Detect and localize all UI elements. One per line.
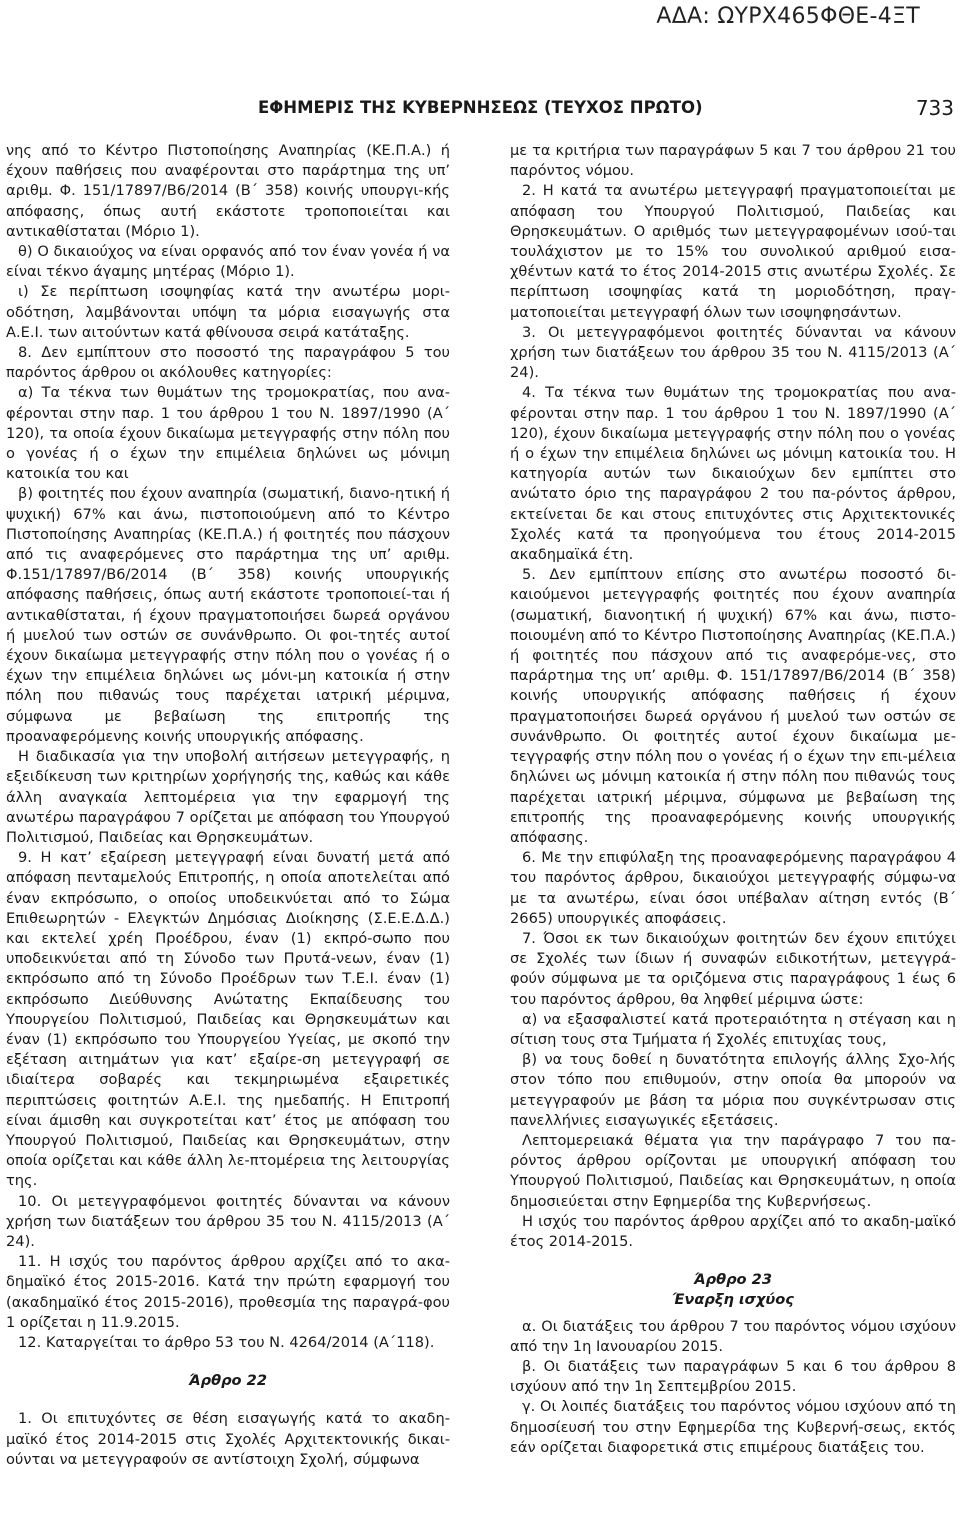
paragraph: Λεπτομερειακά θέματα για την παράγραφο 7 του πα-ρόντος άρθρου ορίζονται με υπουργική απόφαση του Υπουργού Πολιτισμού, Παιδείας και Θρησκευμάτων, η οποία δημοσιεύεται στην Εφημερίδα της Κυβερνήσεως. [510, 1131, 956, 1210]
gazette-title: ΕΦΗΜΕΡΙΣ ΤΗΣ ΚΥΒΕΡΝΗΣΕΩΣ (ΤΕΥΧΟΣ ΠΡΩΤΟ) [258, 98, 703, 117]
right-column [510, 141, 956, 1458]
paragraph: 5. Δεν εμπίπτουν επίσης στο ανωτέρω ποσοστό δι-καιούμενοι μετεγγραφής φοιτητές που έχουν αναπηρία (σωματική, διανοητική ή ψυχική) 67% και άνω, πιστο-ποιουμένη από το Κέντρο Πιστοποίησης Αναπηρίας (ΚΕ.Π.Α.) ή φοιτητές που πάσχουν από τις αναφερόμε-νες, στο παράρτημα της υπ’ αριθμ. Φ. 151/17897/Β6/2014 (Β΄ 358) κοινής υπουργικής απόφασης παθήσεις ή έχουν πραγματοποιήσει δωρεά οργάνου ή μυελού των οστών σε συνάνθρωπο. Οι φοιτητές αυτοί έχουν δικαίωμα με-τεγγραφής στην πόλη που ο γονέας ή ο έχων την επι-μέλεια δηλώνει ως μόνιμη κατοικία ή στην πόλη που πιθανώς τους παρέχεται ιατρική μέριμνα, σύμφωνα με βεβαίωση της επιτροπής της προαναφερόμενης κοινής υπουργικής απόφασης. [510, 566, 956, 846]
paragraph: 9. Η κατ’ εξαίρεση μετεγγραφή είναι δυνατή μετά από απόφαση πενταμελούς Επιτροπής, η οποία αποτελείται από έναν εκπρόσωπο, ο οποίος υποδεικνύεται από το Σώμα Επιθεωρητών - Ελεγκτών Δημόσιας Διοίκησης (Σ.Ε.Ε.Δ.Δ.) και εκτελεί χρέη Προέδρου, έναν (1) εκπρό-σωπο που υποδεικνύεται από τη Σύνοδο των Πρυτά-νεων, έναν (1) εκπρόσωπο από τη Σύνοδο Προέδρων των Τ.Ε.Ι. έναν (1) εκπρόσωπο Διεύθυνσης Ανώτατης Εκπαίδευσης του Υπουργείου Πολιτισμού, Παιδείας και Θρησκευμάτων και έναν (1) εκπρόσωπο του Υπουργείου Υγείας, με σκοπό την εξέταση αιτημάτων για κατ’ εξαίρε-ση μετεγγραφή σε ιδιαίτερα σοβαρές και τεκμηριωμένα εξαιρετικές περιπτώσεις φοιτητών Α.Ε.Ι. της ημεδαπής. Η Επιτροπή είναι άμισθη και συγκροτείται κατ’ έτος με απόφαση του Υπουργού Πολιτισμού, Παιδείας και Θρησκευμάτων, στην οποία ορίζεται και κάθε άλλη λε-πτομέρεια της λειτουργίας της. [6, 849, 450, 1190]
paragraph: θ) Ο δικαιούχος να είναι ορφανός από τον έναν γονέα ή να είναι τέκνο άγαμης μητέρας (Μόριο 1). [6, 243, 450, 281]
ada-stamp: ΑΔΑ: ΩΥΡΧ465ΦΘΕ-4ΞΤ [656, 4, 920, 29]
paragraph: α) να εξασφαλιστεί κατά προτεραιότητα η στέγαση και η σίτιση τους στα Τμήματα ή Σχολές επιτυχίας τους, [510, 1010, 956, 1048]
paragraph: Η διαδικασία για την υποβολή αιτήσεων μετεγγραφής, η εξειδίκευση των κριτηρίων χορήγησής της, καθώς και κάθε άλλη αναγκαία λεπτομέρεια για την εφαρμογή της ανωτέρω παραγράφου 7 ορίζεται με απόφαση του Υπουργού Πολιτισμού, Παιδείας και Θρησκευμάτων. [6, 748, 450, 846]
paragraph: ι) Σε περίπτωση ισοψηφίας κατά την ανωτέρω μορι-οδότηση, λαμβάνονται υπόψη τα μόρια εισαγωγής στα Α.Ε.Ι. των αιτούντων κατά φθίνουσα σειρά κατάταξης. [6, 283, 450, 341]
paragraph: 6. Με την επιφύλαξη της προαναφερόμενης παραγράφου 4 του παρόντος άρθρου, δικαιούχοι μετεγγραφής σύμφω-να με τα ανωτέρω, είναι όσοι υπέβαλαν αίτηση εντός (Β΄ 2665) υπουργικές αποφάσεις. [510, 849, 956, 927]
paragraph: 12. Καταργείται το άρθρο 53 του Ν. 4264/2014 (Α΄118). [18, 1333, 435, 1351]
paragraph: 2. Η κατά τα ανωτέρω μετεγγραφή πραγματοποιείται με απόφαση του Υπουργού Πολιτισμού, Παιδείας και Θρησκευμάτων. Ο αριθμός των μετεγγραφομένων ισού-ται τουλάχιστον με το 15% του συνολικού αριθμού εισα-χθέντων κατά το έτος 2014-2015 στις ανωτέρω Σχολές. Σε περίπτωση ισοψηφίας κατά τη μοριοδότηση, πραγ-ματοποιείται μετεγγραφή όλων των ισοψηφησάντων. [510, 182, 956, 321]
article-heading: Άρθρο 22 [189, 1372, 267, 1390]
article-subheading: Έναρξη ισχύος [672, 1291, 794, 1309]
paragraph: β. Οι διατάξεις των παραγράφων 5 και 6 του άρθρου 8 ισχύουν από την 1η Σεπτεμβρίου 2015. [510, 1357, 956, 1396]
paragraph: 10. Οι μετεγγραφόμενοι φοιτητές δύνανται να κάνουν χρήση των διατάξεων του άρθρου 35 του Ν. 4115/2013 (Α΄ 24). [6, 1192, 450, 1250]
page-number: 733 [915, 96, 954, 120]
page-header [258, 98, 958, 124]
paragraph: β) φοιτητές που έχουν αναπηρία (σωματική, διανο-ητική ή ψυχική) 67% και άνω, πιστοποιούμενη από το Κέντρο Πιστοποίησης Αναπηρίας (ΚΕ.Π.Α.) ή φοιτητές που πάσχουν από τις αναφερόμενες στο παράρτημα της υπ’ αριθμ. Φ.151/17897/Β6/2014 (Β΄ 358) κοινής υπουργικής απόφασης παθήσεις, όπως αυτή εκάστοτε τροποποιεί-ται ή αντικαθίσταται, ή έχουν πραγματοποιήσει δωρεά οργάνου ή μυελού των οστών σε συνάνθρωπο. Οι φοι-τητές αυτοί έχουν δικαίωμα μετεγγραφής στην πόλη που ο γονέας ή ο έχων την επιμέλεια δηλώνει ως μόνι-μη κατοικία ή στην πόλη που πιθανώς τους παρέχεται ιατρική μέριμνα, σύμφωνα με βεβαίωση της επιτροπής της προαναφερόμενης κοινής υπουργικής απόφασης. [6, 485, 450, 745]
paragraph: α) Τα τέκνα των θυμάτων της τρομοκρατίας, που ανα-φέρονται στην παρ. 1 του άρθρου 1 του Ν. 1897/1990 (Α΄ 120), τα οποία έχουν δικαίωμα μετεγγραφής στην πόλη που ο γονέας ή ο έχων την επιμέλεια δηλώνει ως μόνιμη κατοικία του και [6, 384, 450, 483]
paragraph: 4. Τα τέκνα των θυμάτων της τρομοκρατίας που ανα-φέρονται στην παρ. 1 του άρθρου 1 του Ν. 1897/1990 (Α΄ 120), έχουν δικαίωμα μετεγγραφής στην πόλη που ο γονέας ή ο έχων την επιμέλεια δηλώνει ως μόνιμη κατοικία του. Η κατηγορία αυτών των δικαιούχων δεν εμπίπτει στο ανώτατο όριο της παραγράφου 2 του πα-ρόντος άρθρου, εκτείνεται δε και στους επιτυχόντες στις Αρχιτεκτονικές Σχολές κατά τα προηγούμενα του έτους 2014-2015 ακαδημαϊκά έτη. [510, 384, 956, 564]
paragraph: Η ισχύς του παρόντος άρθρου αρχίζει από το ακαδη-μαϊκό έτος 2014-2015. [510, 1212, 956, 1250]
paragraph: α. Οι διατάξεις του άρθρου 7 του παρόντος νόμου ισχύουν από την 1η Ιανουαρίου 2015. [510, 1317, 956, 1355]
paragraph: 3. Οι μετεγγραφόμενοι φοιτητές δύνανται να κάνουν χρήση των διατάξεων του άρθρου 35 του Ν. 4115/2013 (Α΄ 24). [510, 323, 956, 382]
paragraph: νης από το Κέντρο Πιστοποίησης Αναπηρίας (ΚΕ.Π.Α.) ή έχουν παθήσεις που αναφέρονται στο παράρτημα της υπ’ αριθμ. Φ. 151/17897/Β6/2014 (Β΄ 358) κοινής υπουργι-κής απόφασης, όπως αυτή εκάστοτε τροποποιείται και αντικαθίσταται (Μόριο 1). [6, 142, 450, 240]
paragraph: γ. Οι λοιπές διατάξεις του παρόντος νόμου ισχύουν από τη δημοσίευσή του στην Εφημερίδα της Κυβερνή-σεως, εκτός εάν ορίζεται διαφορετικά στις επιμέρους διατάξεις του. [510, 1398, 956, 1456]
paragraph: β) να τους δοθεί η δυνατότητα επιλογής άλλης Σχο-λής στον τόπο που επιθυμούν, στην οποία θα μπορούν να μετεγγραφούν με βάση τα μόρια που συγκέντρωσαν στις πανελλήνιες εισαγωγικές εξετάσεις. [510, 1051, 956, 1129]
paragraph: με τα κριτήρια των παραγράφων 5 και 7 του άρθρου 21 του παρόντος νόμου. [510, 142, 956, 180]
paragraph: 7. Όσοι εκ των δικαιούχων φοιτητών δεν έχουν επιτύχει σε Σχολές των ίδιων ή συναφών ειδικοτήτων, μετεγγρά-φούν σύμφωνα με τα οριζόμενα στις παραγράφους 1 έως 6 του παρόντος άρθρου, θα ληφθεί μέριμνα ώστε: [510, 929, 956, 1008]
paragraph: 11. Η ισχύς του παρόντος άρθρου αρχίζει από το ακα-δημαϊκό έτος 2015-2016. Κατά την πρώτη εφαρμογή του (ακαδημαϊκό έτος 2015-2016), προθεσμία της παραγρά-φου 1 ορίζεται η 11.9.2015. [6, 1253, 450, 1331]
paragraph: 8. Δεν εμπίπτουν στο ποσοστό της παραγράφου 5 του παρόντος άρθρου οι ακόλουθες κατηγορίες: [6, 344, 450, 382]
article-heading: Άρθρο 23 [694, 1271, 772, 1289]
left-column [6, 141, 450, 1470]
paragraph: 1. Οι επιτυχόντες σε θέση εισαγωγής κατά το ακαδη-μαϊκό έτος 2014-2015 στις Σχολές Αρχιτεκτονικής δικαι-ούνται να μετεγγραφούν σε αντίστοιχη Σχολή, σύμφωνα [6, 1410, 450, 1468]
